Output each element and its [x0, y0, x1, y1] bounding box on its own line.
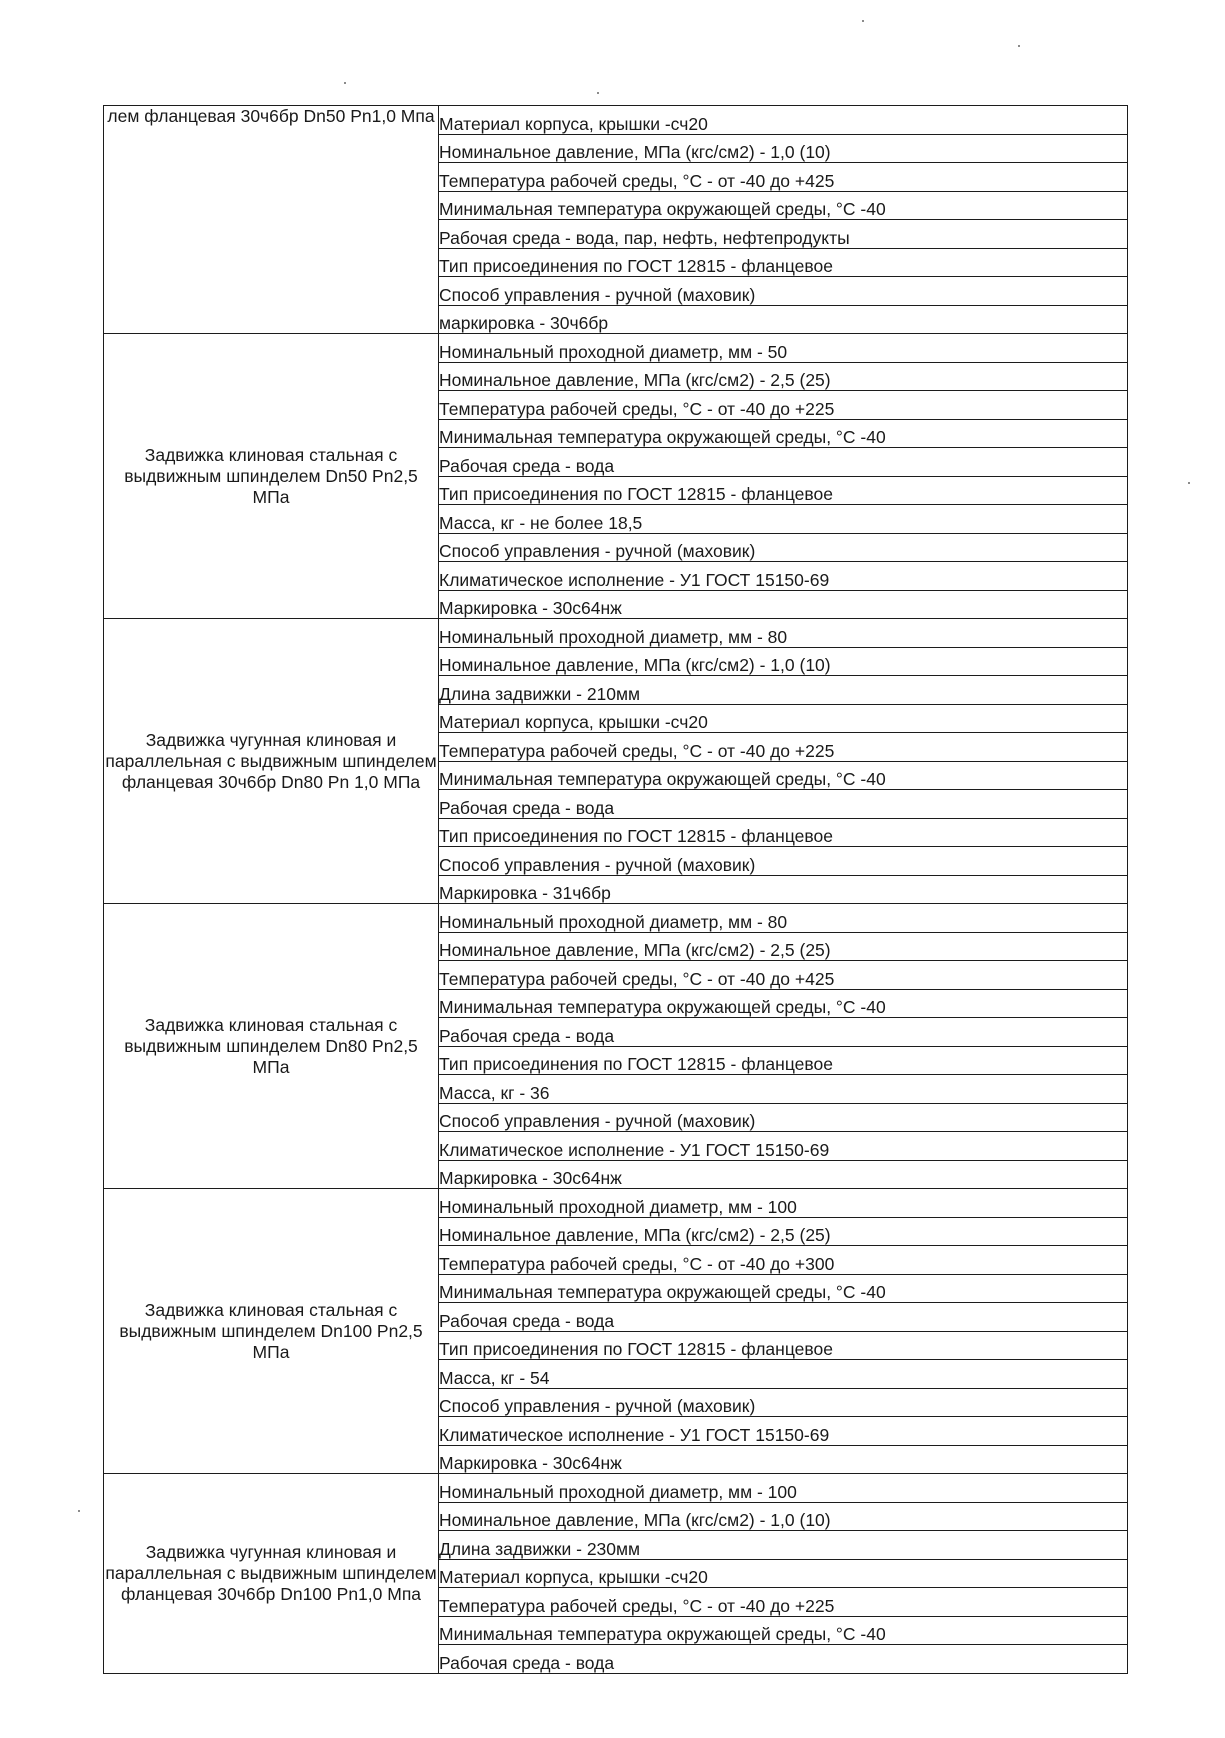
property-cell: Рабочая среда - вода, пар, нефть, нефтепродукты: [439, 220, 1128, 249]
spec-row: [104, 904, 1128, 933]
scan-speck: [1188, 482, 1190, 484]
scan-speck: [78, 1510, 80, 1512]
spec-row: [104, 334, 1128, 363]
product-name-cell: Задвижка клиновая стальная с выдвижным шпинделем Dn80 Pn2,5 МПа: [104, 904, 439, 1189]
property-cell: Температура рабочей среды, °С - от -40 до +225: [439, 733, 1128, 762]
property-cell: Температура рабочей среды, °С - от -40 до +425: [439, 163, 1128, 192]
property-cell: Климатическое исполнение - У1 ГОСТ 15150-69: [439, 1417, 1128, 1446]
property-cell: Номинальное давление, МПа (кгс/см2) - 2,5 (25): [439, 932, 1128, 961]
property-cell: Маркировка - 31ч6бр: [439, 875, 1128, 904]
property-cell: Номинальный проходной диаметр, мм - 100: [439, 1189, 1128, 1218]
specification-table: [103, 105, 1128, 1674]
property-cell: Масса, кг - не более 18,5: [439, 505, 1128, 534]
property-cell: Способ управления - ручной (маховик): [439, 847, 1128, 876]
property-cell: Способ управления - ручной (маховик): [439, 277, 1128, 306]
property-cell: Тип присоединения по ГОСТ 12815 - фланцевое: [439, 1331, 1128, 1360]
property-cell: Способ управления - ручной (маховик): [439, 1103, 1128, 1132]
product-name-cell: Задвижка клиновая стальная с выдвижным шпинделем Dn50 Pn2,5 МПа: [104, 334, 439, 619]
property-cell: Масса, кг - 54: [439, 1360, 1128, 1389]
property-cell: Тип присоединения по ГОСТ 12815 - фланцевое: [439, 248, 1128, 277]
property-cell: Рабочая среда - вода: [439, 1645, 1128, 1674]
property-cell: Номинальный проходной диаметр, мм - 100: [439, 1474, 1128, 1503]
product-name-cell: Задвижка чугунная клиновая и параллельная с выдвижным шпинделем фланцевая 30ч6бр Dn100 Pn1,0 Мпа: [104, 1474, 439, 1674]
property-cell: Рабочая среда - вода: [439, 448, 1128, 477]
property-cell: Длина задвижки - 210мм: [439, 676, 1128, 705]
property-cell: Номинальное давление, МПа (кгс/см2) - 1,0 (10): [439, 647, 1128, 676]
property-cell: Номинальное давление, МПа (кгс/см2) - 1,0 (10): [439, 1502, 1128, 1531]
scan-speck: [597, 92, 599, 94]
product-name-cell: Задвижка чугунная клиновая и параллельная с выдвижным шпинделем фланцевая 30ч6бр Dn80 Pn 1,0 МПа: [104, 619, 439, 904]
property-cell: Способ управления - ручной (маховик): [439, 533, 1128, 562]
property-cell: Минимальная температура окружающей среды, °С -40: [439, 989, 1128, 1018]
property-cell: Маркировка - 30с64нж: [439, 590, 1128, 619]
property-cell: Температура рабочей среды, °С - от -40 до +425: [439, 961, 1128, 990]
property-cell: Минимальная температура окружающей среды, °С -40: [439, 1616, 1128, 1645]
spec-row: [104, 1474, 1128, 1503]
property-cell: Тип присоединения по ГОСТ 12815 - фланцевое: [439, 1046, 1128, 1075]
spec-row: [104, 619, 1128, 648]
property-cell: Тип присоединения по ГОСТ 12815 - фланцевое: [439, 818, 1128, 847]
property-cell: Рабочая среда - вода: [439, 1018, 1128, 1047]
property-cell: Маркировка - 30с64нж: [439, 1160, 1128, 1189]
property-cell: Минимальная температура окружающей среды, °С -40: [439, 191, 1128, 220]
specification-table-body: [104, 106, 1128, 1674]
property-cell: Материал корпуса, крышки -сч20: [439, 106, 1128, 135]
property-cell: Масса, кг - 36: [439, 1075, 1128, 1104]
property-cell: Минимальная температура окружающей среды, °С -40: [439, 419, 1128, 448]
property-cell: Температура рабочей среды, °С - от -40 до +300: [439, 1246, 1128, 1275]
spec-row: [104, 1189, 1128, 1218]
property-cell: Температура рабочей среды, °С - от -40 до +225: [439, 1588, 1128, 1617]
property-cell: маркировка - 30ч6бр: [439, 305, 1128, 334]
property-cell: Способ управления - ручной (маховик): [439, 1388, 1128, 1417]
property-cell: Климатическое исполнение - У1 ГОСТ 15150-69: [439, 562, 1128, 591]
scan-speck: [862, 20, 864, 22]
property-cell: Длина задвижки - 230мм: [439, 1531, 1128, 1560]
spec-row: [104, 106, 1128, 135]
property-cell: Номинальное давление, МПа (кгс/см2) - 2,5 (25): [439, 1217, 1128, 1246]
property-cell: Номинальный проходной диаметр, мм - 80: [439, 619, 1128, 648]
property-cell: Температура рабочей среды, °С - от -40 до +225: [439, 391, 1128, 420]
product-name-cell: лем фланцевая 30ч6бр Dn50 Pn1,0 Мпа: [104, 106, 439, 334]
property-cell: Минимальная температура окружающей среды, °С -40: [439, 761, 1128, 790]
property-cell: Минимальная температура окружающей среды, °С -40: [439, 1274, 1128, 1303]
property-cell: Номинальное давление, МПа (кгс/см2) - 2,5 (25): [439, 362, 1128, 391]
property-cell: Маркировка - 30с64нж: [439, 1445, 1128, 1474]
property-cell: Климатическое исполнение - У1 ГОСТ 15150-69: [439, 1132, 1128, 1161]
scan-speck: [344, 82, 346, 84]
property-cell: Номинальное давление, МПа (кгс/см2) - 1,0 (10): [439, 134, 1128, 163]
property-cell: Рабочая среда - вода: [439, 1303, 1128, 1332]
scan-speck: [1018, 45, 1020, 47]
property-cell: Материал корпуса, крышки -сч20: [439, 1559, 1128, 1588]
property-cell: Номинальный проходной диаметр, мм - 80: [439, 904, 1128, 933]
property-cell: Материал корпуса, крышки -сч20: [439, 704, 1128, 733]
property-cell: Номинальный проходной диаметр, мм - 50: [439, 334, 1128, 363]
property-cell: Тип присоединения по ГОСТ 12815 - фланцевое: [439, 476, 1128, 505]
product-name-cell: Задвижка клиновая стальная с выдвижным шпинделем Dn100 Pn2,5 МПа: [104, 1189, 439, 1474]
property-cell: Рабочая среда - вода: [439, 790, 1128, 819]
